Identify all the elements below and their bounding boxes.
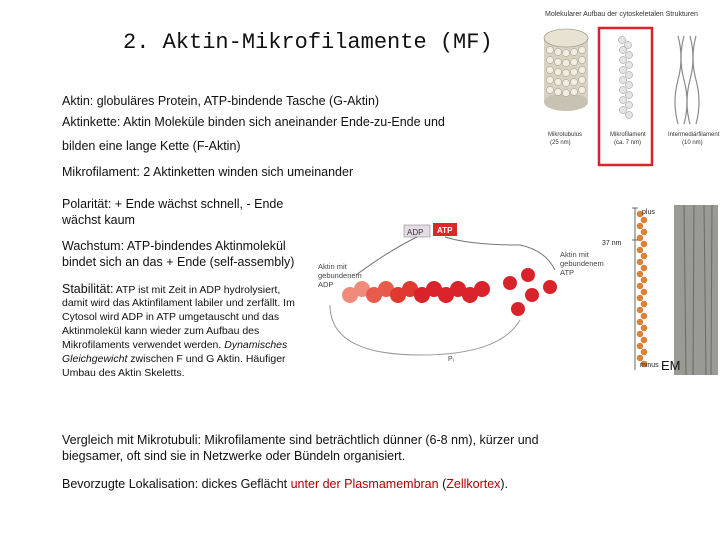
label-mikrofilament: Mikrofilament [610, 132, 646, 138]
stabilitaet-line-3: Cytosol wird ADP in ATP umgetauscht und das [62, 311, 280, 323]
text-lokalisation [62, 476, 508, 492]
label-mikrofilament-size: (ca. 7 nm) [614, 140, 642, 146]
text-vergleich-2: biegsamer, oft sind sie in Netzwerke oder Bündeln organisiert. [62, 449, 406, 463]
stabilitaet-line-5a: Mikrofilaments verwendet werden. [62, 339, 222, 351]
label-37nm: 37 nm [602, 240, 622, 247]
stabilitaet-line-5b: Dynamisches [221, 339, 288, 351]
label-minus: minus [640, 362, 659, 369]
text-aktin: Aktin: globuläres Protein, ATP-bindende Tasche (G-Aktin) [62, 94, 380, 108]
arrow-left [356, 237, 417, 275]
label-intermediaerfilament-size: (10 nm) [682, 140, 703, 146]
label-atp: ATP [437, 226, 453, 235]
text-aktinkette-2: bilden eine lange Kette (F-Aktin) [62, 139, 241, 153]
text-wachstum-1: Wachstum: ATP-bindendes Aktinmolekül [62, 239, 286, 253]
label-intermediaerfilament: Intermediärfilament [668, 132, 720, 138]
stabilitaet-line-6 [62, 353, 286, 367]
em-actin-filament [637, 211, 647, 367]
text-polaritaet-1: Polarität: + Ende wächst schnell, - Ende [62, 197, 284, 211]
text-mikrofilament: Mikrofilament: 2 Aktinketten winden sich umeinander [62, 165, 354, 179]
stabilitaet-line-2: damit wird das Aktinfilament labiler und zerfällt. Im [62, 297, 295, 309]
actin-monomers [503, 268, 557, 316]
label-mikrotubulus: Mikrotubulus [548, 132, 583, 138]
text-polaritaet-2: wächst kaum [62, 213, 135, 227]
em-figure-graphic [600, 200, 720, 380]
label-aktin-adp: Aktin mit gebundenem ADP [318, 262, 362, 289]
microtubule-graphic [544, 29, 588, 111]
label-p: Pᵢ [448, 356, 454, 363]
stabilitaet-line-4: Aktinmolekül kann wieder zum Aufbau des [62, 325, 260, 337]
label-em: EM [661, 358, 681, 373]
label-adp: ADP [407, 228, 424, 237]
lokalisation-plasmamembran: unter der Plasmamembran [290, 477, 439, 491]
lokalisation-paren: ( [438, 477, 447, 491]
cytoskeleton-figure [538, 8, 720, 186]
recycle-arrow [330, 305, 520, 355]
lokalisation-zellkortex: Zellkortex [446, 477, 501, 491]
stabilitaet-line-7: Umbau des Aktin Skeletts. [62, 367, 185, 379]
cytoskeleton-caption: Molekularer Aufbau der cytoskeletalen Strukturen [545, 11, 698, 18]
arrow-right [445, 237, 555, 270]
stabilitaet-line-5 [62, 339, 287, 353]
lokalisation-end: ). [500, 477, 509, 491]
text-stabilitaet-1 [62, 280, 280, 298]
page-title: 2. Aktin-Mikrofilamente (MF) [123, 30, 493, 55]
text-wachstum-2: bindet sich an das + Ende (self-assembly) [62, 255, 295, 269]
cytoskeleton-figure-graphic [538, 8, 720, 186]
text-vergleich-1: Vergleich mit Mikrotubuli: Mikrofilamente sind beträchtlich dünner (6-8 nm), kürzer und [62, 433, 539, 447]
stabilitaet-line-6b: zwischen F und G Aktin. Häufiger [127, 353, 286, 365]
label-plus: plus [642, 209, 655, 216]
label-aktin-atp: Aktin mit gebundenem ATP [560, 250, 604, 277]
label-mikrotubulus-size: (25 nm) [550, 140, 571, 146]
text-aktinkette-1: Aktinkette: Aktin Moleküle binden sich aneinander Ende-zu-Ende und [62, 115, 445, 129]
stabilitaet-line-1: ATP ist mit Zeit in ADP hydrolysiert, [113, 284, 281, 296]
stabilitaet-heading: Stabilität: [62, 282, 114, 296]
lokalisation-prefix: Bevorzugte Lokalisation: dickes Geflächt [62, 477, 291, 491]
em-figure [600, 200, 720, 380]
stabilitaet-line-6a: Gleichgewicht [62, 353, 128, 365]
actin-filament-beads [342, 281, 490, 303]
